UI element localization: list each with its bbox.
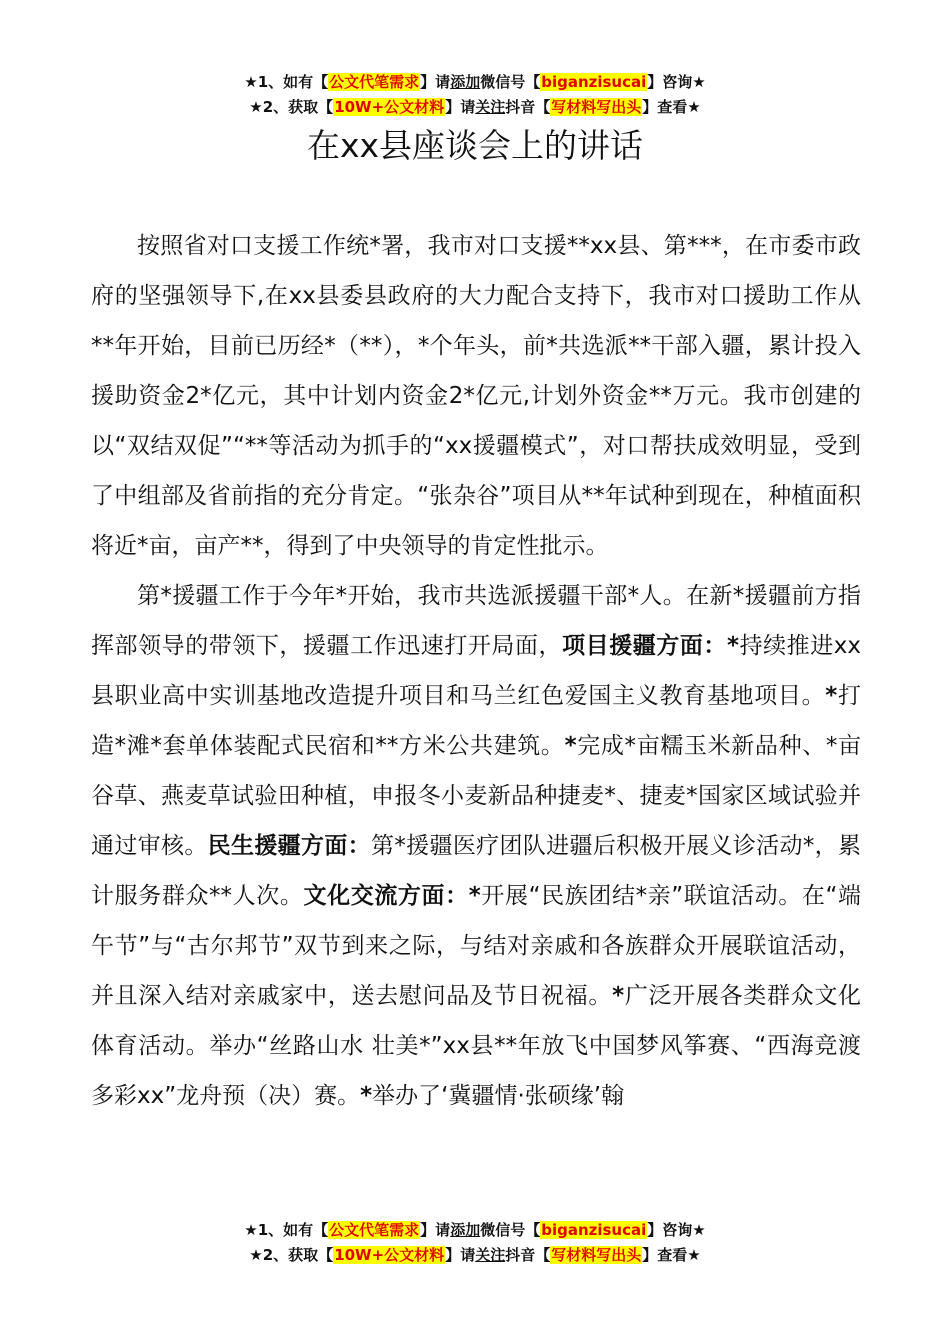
banner-text: 】请 (445, 98, 476, 116)
banner-text: ★1、如有【 (244, 1221, 329, 1239)
bold-marker: * (564, 733, 577, 759)
highlight-service: 公文代笔需求 (329, 73, 420, 91)
paragraph-text: 第*援疆医疗团队进疆后积极开展义诊活动*，累计服务群众**人次。 (91, 833, 862, 909)
paragraph-text: 开展“民族团结*亲”联谊活动。在“端午节”与“古尔邦节”双节到来之际，与结对亲戚和各族群众开展联谊活动，并且深入结对亲戚家中，送去慰问品及节日祝福。 (91, 883, 861, 1009)
banner-text: 】咨询★ (647, 1221, 706, 1239)
banner-text: 】查看★ (642, 98, 701, 116)
paragraph-text: 打造*滩*套单体装配式民宿和**方米公共建筑。 (91, 683, 862, 759)
paragraph-1: 按照省对口支援工作统*署，我市对口支援**xx县、第***，在市委市政府的坚强领导下,在xx县委县政府的大力配合支持下，我市对口援助工作从**年开始，目前已历经*（**），*个年头，前*共选派**干部入疆，累计投入援助资金2*亿元，其中计划内资金2*亿元,计划外资金**万元。我市创建的以“双结双促”“**等活动为抓手的“xx援疆模式”，对口帮扶成效明显，受到了中组部及省前指的充分肯定。“张杂谷”项目从**年试种到现在，种植面积将近*亩，亩产**，得到了中央领导的肯定性批示。 (91, 233, 861, 559)
section-heading-livelihood: 民生援疆方面： (207, 833, 372, 859)
highlight-materials: 10W+公文材料 (334, 1246, 445, 1264)
paragraph-text: 持续推进xx县职业高中实训基地改造提升项目和马兰红色爱国主义教育基地项目。 (91, 633, 862, 709)
bold-marker: * (360, 1083, 373, 1109)
paragraph-text: 举办了‘冀疆情·张硕缘’翰 (372, 1083, 625, 1109)
banner-text: 】请 (445, 1246, 476, 1264)
paragraph-text: 广泛开展各类群众文化体育活动。举办“丝路山水 壮美*”xx县**年放飞中国梦风筝赛、“西海竞渡 多彩xx”龙舟预（决）赛。 (91, 983, 862, 1109)
banner-line-1 (0, 1218, 950, 1243)
header-banner (0, 70, 950, 120)
paragraph-text: 完成*亩糯玉米新品种、*亩谷草、燕麦草试验田种植，申报冬小麦新品种捷麦*、捷麦*国家区域试验并通过审核。 (91, 733, 862, 859)
banner-text: 抖音【 (505, 1246, 551, 1264)
highlight-wechat-id: biganzisucai (541, 73, 647, 91)
banner-text: 微信号【 (480, 1221, 541, 1239)
banner-underlined-text: 添加 (450, 73, 481, 91)
paragraph-2 (91, 571, 861, 1121)
banner-text: 抖音【 (505, 98, 551, 116)
banner-underlined-text: 关注 (475, 98, 506, 116)
banner-text: 微信号【 (480, 73, 541, 91)
banner-underlined-text: 添加 (450, 1221, 481, 1239)
banner-text: ★2、获取【 (249, 98, 334, 116)
document-body (91, 221, 861, 1121)
bold-marker: * (825, 683, 838, 709)
paragraph-text: 第*援疆工作于今年*开始，我市共选派援疆干部*人。在新*援疆前方指挥部领导的带领下，援疆工作迅速打开局面， (91, 583, 861, 659)
banner-line-2 (0, 95, 950, 120)
banner-line-1 (0, 70, 950, 95)
highlight-materials: 10W+公文材料 (334, 98, 445, 116)
section-heading-culture: 文化交流方面：* (303, 883, 481, 909)
banner-line-2 (0, 1243, 950, 1268)
banner-text: 】请 (420, 73, 451, 91)
banner-text: 】请 (420, 1221, 451, 1239)
banner-text: ★1、如有【 (244, 73, 329, 91)
footer-banner (0, 1218, 950, 1268)
highlight-douyin-account: 写材料写出头 (551, 1246, 642, 1264)
section-heading-project: 项目援疆方面：* (562, 633, 740, 659)
highlight-wechat-id: biganzisucai (541, 1221, 647, 1239)
banner-text: 】咨询★ (647, 73, 706, 91)
banner-underlined-text: 关注 (475, 1246, 506, 1264)
bold-marker: * (612, 983, 625, 1009)
banner-text: 】查看★ (642, 1246, 701, 1264)
banner-text: ★2、获取【 (249, 1246, 334, 1264)
highlight-douyin-account: 写材料写出头 (551, 98, 642, 116)
highlight-service: 公文代笔需求 (329, 1221, 420, 1239)
document-title: 在xx县座谈会上的讲话 (306, 126, 644, 165)
